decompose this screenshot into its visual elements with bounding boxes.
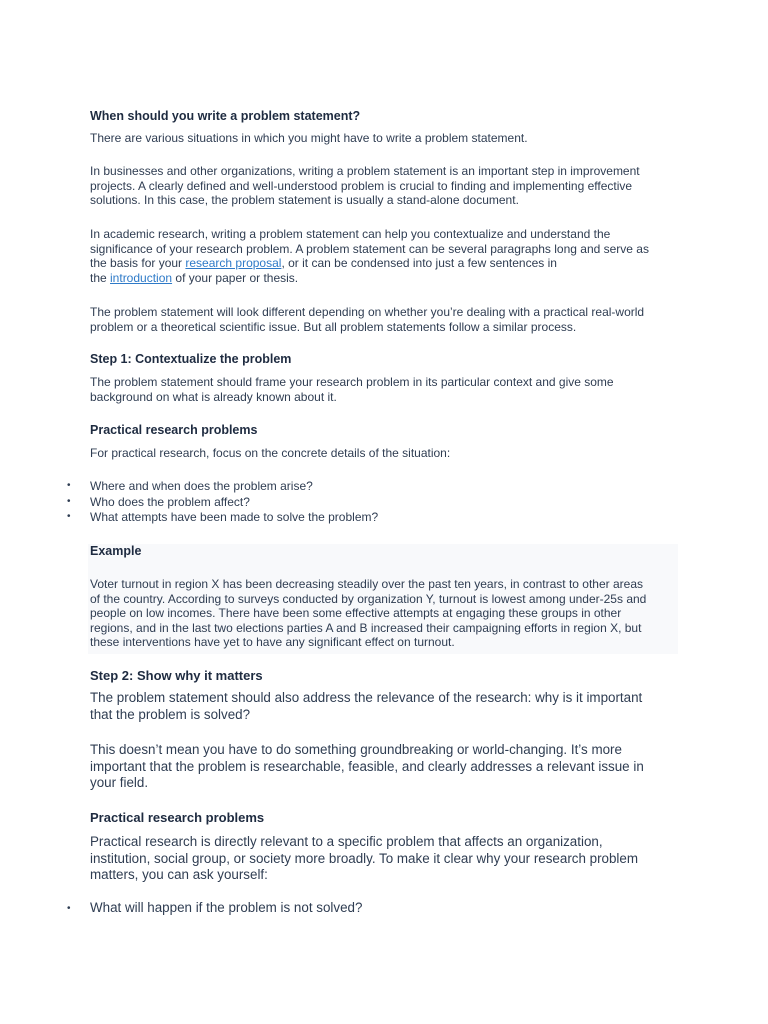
text-line: background on what is already known about it. xyxy=(90,389,337,404)
list-item xyxy=(45,479,378,494)
text-line: projects. A clearly defined and well-understood problem is crucial to finding and implementing effective xyxy=(90,178,633,193)
step1-heading: Step 1: Contextualize the problem xyxy=(90,352,292,366)
text-line: solutions. In this case, the problem statement is usually a stand-alone document. xyxy=(90,193,519,208)
academic-paragraph xyxy=(90,227,649,285)
step1-paragraph xyxy=(90,375,614,404)
step2-subheading: Practical research problems xyxy=(90,810,265,825)
step1-bullet-list xyxy=(67,479,379,525)
list-item xyxy=(45,510,378,525)
step1-lead: For practical research, focus on the concrete details of the situation: xyxy=(90,446,451,460)
text-line: important that the problem is researchable, feasible, and clearly addresses a relevant issue in xyxy=(90,758,644,774)
text-segment: of your paper or thesis. xyxy=(172,270,299,285)
bullet-icon: • xyxy=(67,511,71,523)
business-paragraph xyxy=(90,164,640,208)
text-line: these interventions have yet to have any significant effect on turnout. xyxy=(90,635,455,650)
step2-bullet-list xyxy=(67,900,363,917)
bullet-icon: • xyxy=(67,495,71,507)
text-line: institution, social group, or society more broadly. To make it clear why your research problem xyxy=(90,850,639,866)
list-item-text: What will happen if the problem is not solved? xyxy=(90,900,363,915)
text-line: This doesn’t mean you have to do something groundbreaking or world-changing. It’s more xyxy=(90,742,622,757)
research-proposal-link[interactable]: research proposal xyxy=(185,256,282,271)
text-line: significance of your research problem. A problem statement can be several paragraphs long and serve as xyxy=(90,241,649,256)
list-item-text: Where and when does the problem arise? xyxy=(90,479,313,493)
list-item-text: Who does the problem affect? xyxy=(90,494,250,509)
bullet-icon: • xyxy=(67,480,71,491)
text-segment: the xyxy=(90,270,111,285)
different-paragraph xyxy=(90,305,644,334)
step2-heading: Step 2: Show why it matters xyxy=(90,668,263,683)
text-line: In businesses and other organizations, writing a problem statement is an important step in improvement xyxy=(90,164,640,178)
text-line: problem or a theoretical scientific issue. But all problem statements follow a similar process. xyxy=(90,319,577,334)
example-paragraph xyxy=(90,577,646,650)
list-item xyxy=(45,495,378,510)
text-line: Practical research is directly relevant to a specific problem that affects an organization, xyxy=(90,834,603,849)
text-line: people on low incomes. There have been some effective attempts at engaging these groups in other xyxy=(90,606,622,621)
text-line: matters, you can ask yourself: xyxy=(90,867,268,882)
step2-paragraph-1 xyxy=(90,690,642,723)
bullet-icon: • xyxy=(67,903,71,914)
text-line: The problem statement should also address the relevance of the research: why is it important xyxy=(90,690,643,705)
text-line: of the country. According to surveys conducted by organization Y, turnout is lowest among under-25s and xyxy=(90,591,647,606)
text-line: The problem statement should frame your research problem in its particular context and give some xyxy=(90,375,614,389)
text-line: In academic research, writing a problem statement can help you contextualize and understand the xyxy=(90,227,611,241)
introduction-link[interactable]: introduction xyxy=(110,270,173,285)
text-line: your field. xyxy=(90,775,149,790)
list-item xyxy=(45,900,362,917)
text-line: that the problem is solved? xyxy=(90,706,251,722)
section-heading: When should you write a problem statement? xyxy=(90,109,361,123)
text-line: Voter turnout in region X has been decreasing steadily over the past ten years, in contrast to other areas xyxy=(90,577,643,591)
step1-subheading: Practical research problems xyxy=(90,423,258,437)
text-line: The problem statement will look different depending on whether you’re dealing with a practical real-world xyxy=(90,305,645,319)
step2-paragraph-3 xyxy=(90,834,638,884)
example-heading: Example xyxy=(90,544,142,558)
step2-paragraph-2 xyxy=(90,742,644,792)
text-segment: the basis for your xyxy=(90,256,186,271)
intro-paragraph: There are various situations in which you might have to write a problem statement. xyxy=(90,131,528,145)
text-segment: , or it can be condensed into just a few sentences in xyxy=(281,256,557,271)
text-line: regions, and in the last two elections parties A and B increased their campaigning efforts in region X, but xyxy=(90,620,642,635)
list-item-text: What attempts have been made to solve the problem? xyxy=(90,510,379,525)
